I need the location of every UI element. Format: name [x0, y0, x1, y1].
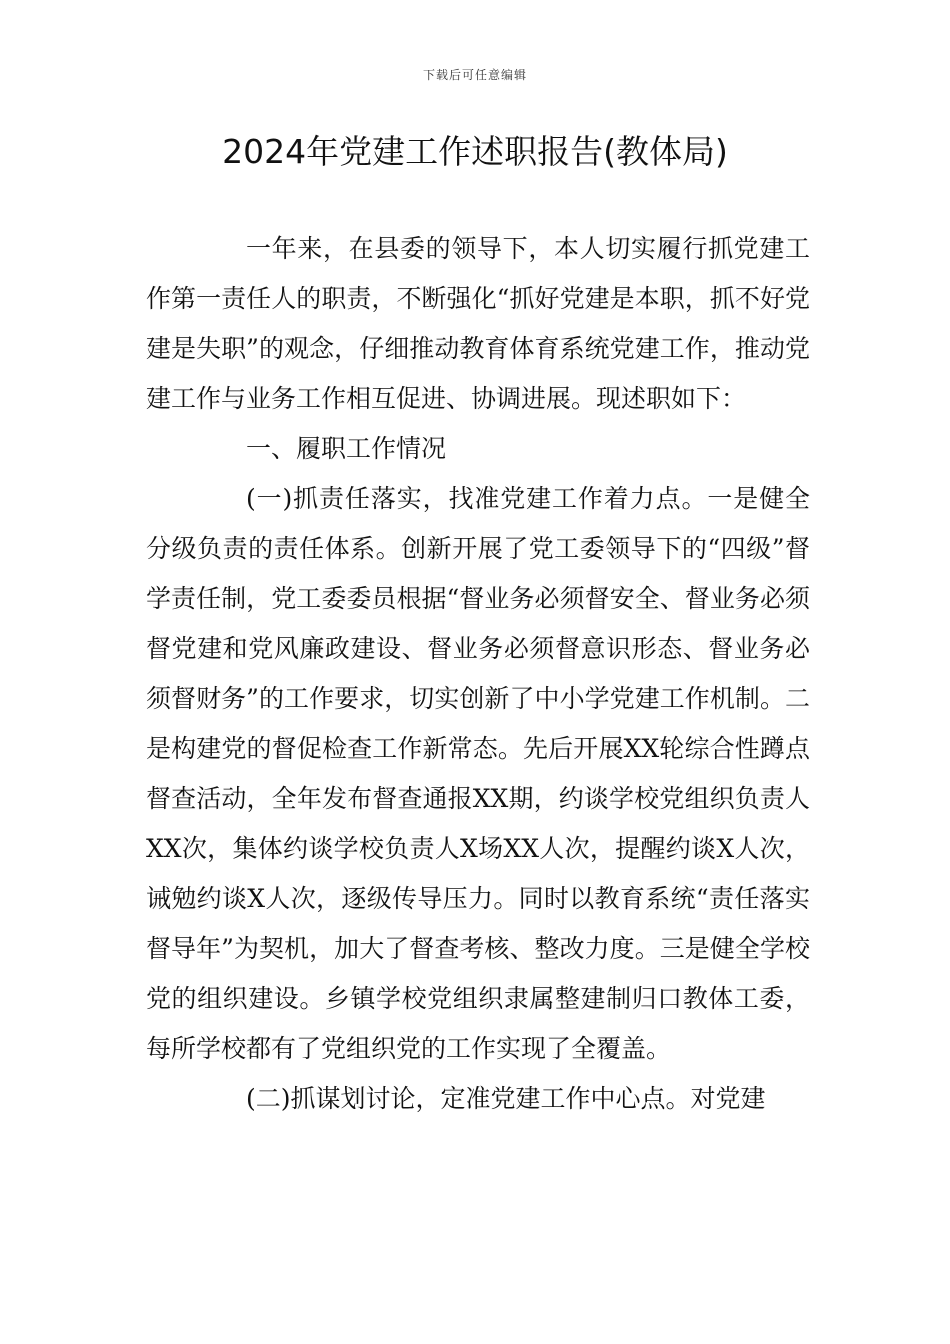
paragraph-section-1-2: (二)抓谋划讨论，定准党建工作中心点。对党建 — [246, 1084, 766, 1113]
paragraph-section-1-1: (一)抓责任落实，找准党建工作着力点。一是健全分级负责的责任体系。创新开展了党工委领导下的“四级”督学责任制，党工委委员根据“督业务必须督安全、督业务必须督党建和党风廉政建设、督业务必须督意识形态、督业务必须督财务”的工作要求，切实创新了中小学党建工作机制。二是构建党的督促检查工作新常态。先后开展XX轮综合性蹲点督查活动，全年发布督查通报XX期，约谈学校党组织负责人XX次，集体约谈学校负责人X场XX人次，提醒约谈X人次，诫勉约谈X人次，逐级传导压力。同时以教育系统“责任落实督导年”为契机，加大了督查考核、整改力度。三是健全学校党的组织建设。乡镇学校党组织隶属整建制归口教体工委，每所学校都有了党组织党的工作实现了全覆盖。 — [146, 484, 810, 1063]
section-heading-1: 一、履职工作情况 — [246, 434, 447, 463]
header-note: 下载后可任意编辑 — [422, 68, 527, 82]
document-title: 2024年党建工作述职报告(教体局) — [222, 132, 728, 171]
paragraph-intro: 一年来，在县委的领导下，本人切实履行抓党建工作第一责任人的职责，不断强化“抓好党建是本职，抓不好党建是失职”的观念，仔细推动教育体育系统党建工作，推动党建工作与业务工作相互促进、协调进展。现述职如下： — [146, 234, 810, 413]
document-body — [146, 224, 810, 1124]
